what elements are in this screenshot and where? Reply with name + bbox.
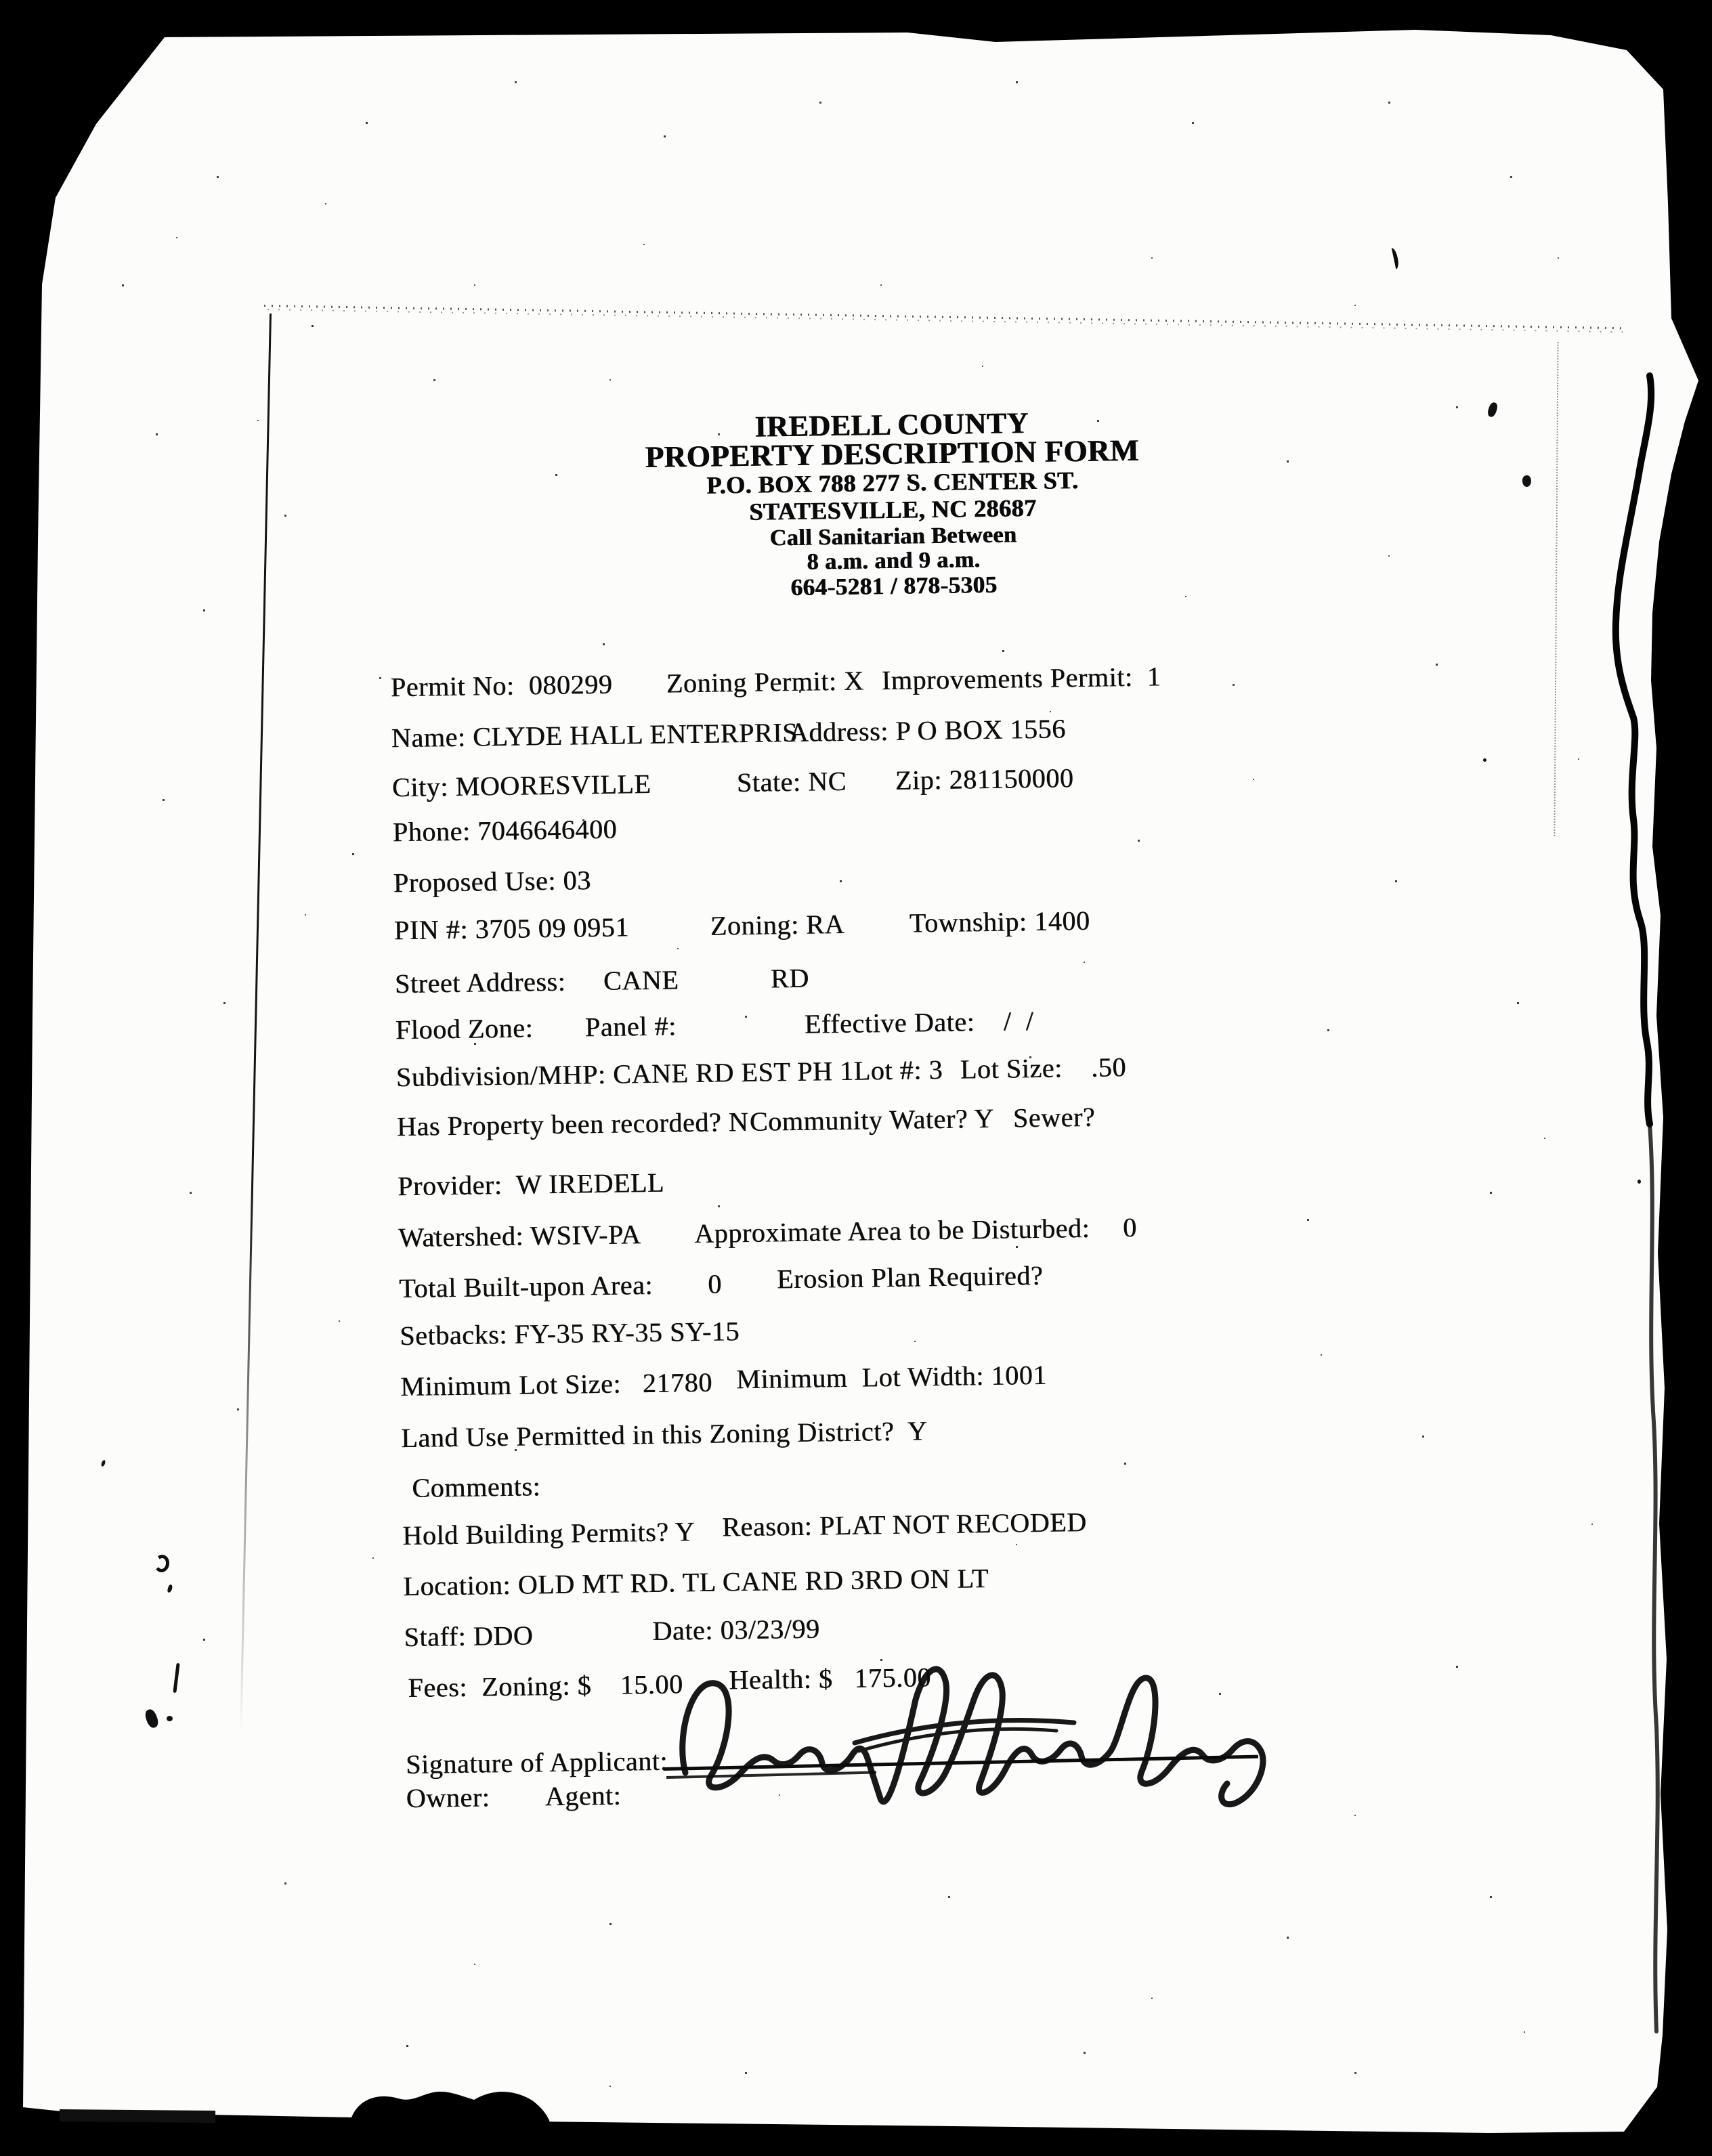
form-header (366, 406, 1419, 606)
field-comments-label: Comments: (412, 1471, 541, 1503)
field-mailing-address: Address: P O BOX 1556 (788, 713, 1067, 748)
field-land-use-permitted: Land Use Permitted in this Zoning District? Y (400, 1415, 928, 1454)
field-improvements-permit: Improvements Permit: 1 (881, 661, 1161, 696)
scan-mark-bottom-smear (60, 2109, 215, 2123)
field-panel-number: Panel #: (584, 1010, 677, 1043)
field-phone: Phone: 7046646400 (392, 813, 618, 848)
agent-label: Agent: (544, 1780, 622, 1812)
field-permit-no: Permit No: 080299 (390, 668, 613, 703)
field-city: City: MOORESVILLE (391, 768, 651, 803)
scan-mark-dot (167, 1716, 173, 1721)
field-erosion-plan: Erosion Plan Required? (776, 1259, 1044, 1295)
field-zoning-permit: Zoning Permit: X (666, 665, 864, 699)
field-street-name: CANE (603, 964, 679, 996)
field-community-water: Community Water? Y (749, 1102, 994, 1137)
field-proposed-use: Proposed Use: 03 (393, 865, 591, 899)
field-street-address-label: Street Address: (394, 966, 566, 999)
field-pin: PIN #: 3705 09 0951 (393, 911, 630, 946)
field-built-upon-area-label: Total Built-upon Area: (398, 1269, 654, 1304)
field-subdivision-lot: Subdivision/MHP: CANE RD EST PH 1Lot #: 3 (395, 1054, 943, 1093)
field-effective-date: Effective Date: / / (804, 1006, 1034, 1039)
header-phones: 664-5281 / 878-5305 (790, 571, 998, 601)
field-state: State: NC (736, 765, 847, 798)
field-staff: Staff: DDO (404, 1620, 534, 1653)
field-min-lot-width: Minimum Lot Width: 1001 (735, 1359, 1048, 1395)
field-disturbed-area-value: 0 (1122, 1211, 1137, 1243)
field-date: Date: 03/23/99 (652, 1613, 820, 1647)
header-call-note1: Call Sanitarian Between (769, 522, 1017, 551)
field-flood-zone: Flood Zone: (395, 1012, 534, 1045)
owner-label: Owner: (406, 1782, 490, 1814)
scan-mark-dot (1483, 758, 1486, 762)
field-name: Name: CLYDE HALL ENTERPRIS (391, 716, 798, 754)
field-street-suffix: RD (770, 962, 809, 994)
field-fee-health: Health: $ 175.00 (729, 1662, 932, 1696)
field-township: Township: 1400 (909, 905, 1090, 939)
page-title: PROPERTY DESCRIPTION FORM (645, 433, 1140, 474)
scan-noise-specks-light (0, 0, 1, 1)
signature-of-applicant-label: Signature of Applicant: (405, 1745, 668, 1780)
header-call-note2: 8 a.m. and 9 a.m. (807, 547, 981, 575)
field-hold-permits: Hold Building Permits? Y (402, 1516, 696, 1551)
field-min-lot-size: Minimum Lot Size: 21780 (400, 1366, 713, 1402)
field-disturbed-area-label: Approximate Area to be Disturbed: (693, 1212, 1090, 1249)
field-lot-size: Lot Size: .50 (960, 1052, 1127, 1085)
header-address-line2: STATESVILLE, NC 28687 (748, 494, 1037, 525)
header-address-line1: P.O. BOX 788 277 S. CENTER ST. (706, 467, 1079, 499)
field-setbacks: Setbacks: FY-35 RY-35 SY-15 (399, 1316, 740, 1352)
field-sewer: Sewer? (1012, 1101, 1096, 1134)
field-zip: Zip: 281150000 (895, 762, 1074, 796)
scan-mark-dot (1638, 1180, 1641, 1184)
field-zoning: Zoning: RA (710, 908, 845, 941)
field-watershed: Watershed: WSIV-PA (398, 1219, 641, 1253)
field-built-upon-area-value: 0 (707, 1268, 723, 1299)
field-fee-zoning: Fees: Zoning: $ 15.00 (408, 1668, 683, 1704)
field-property-recorded: Has Property been recorded? N (396, 1106, 749, 1142)
field-location: Location: OLD MT RD. TL CANE RD 3RD ON LT (403, 1563, 989, 1602)
header-org: IREDELL COUNTY (754, 406, 1029, 444)
field-provider: Provider: W IREDELL (397, 1167, 665, 1202)
field-hold-reason: Reason: PLAT NOT RECODED (721, 1507, 1087, 1543)
